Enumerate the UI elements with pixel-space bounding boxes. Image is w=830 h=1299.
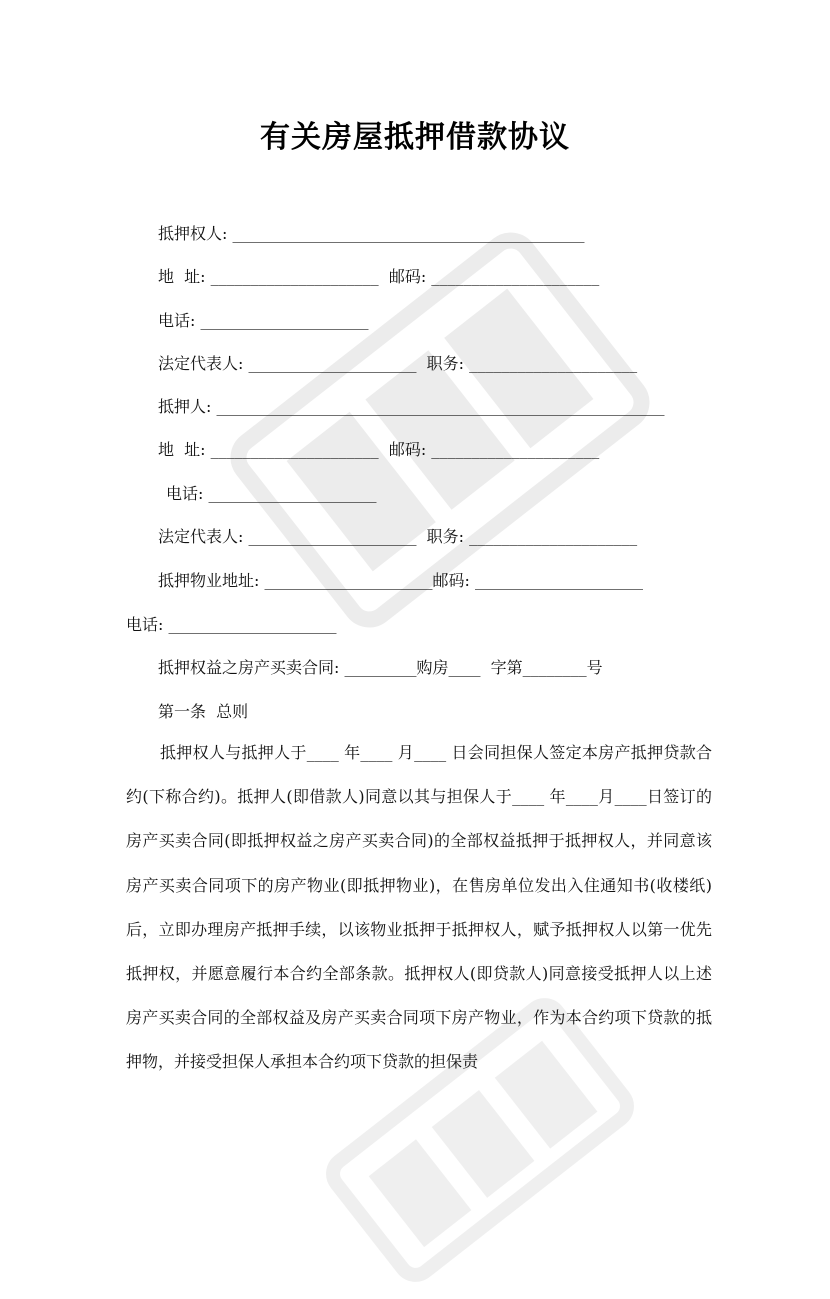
property-phone-line: 电话: _____________________ bbox=[126, 615, 337, 634]
article-one-heading: 第一条 总则 bbox=[158, 702, 249, 721]
property-address-line: 抵押物业地址: _____________________邮码: _____________________ bbox=[158, 571, 643, 590]
mortgagor-phone-line: 电话: _____________________ bbox=[166, 484, 377, 503]
purchase-contract-line: 抵押权益之房产买卖合同: _________购房____ 字第________号 bbox=[158, 658, 603, 677]
mortgagee-address-line: 地 址: _____________________ 邮码: _____________________ bbox=[158, 267, 600, 286]
mortgagor-address-line: 地 址: _____________________ 邮码: _____________________ bbox=[158, 440, 600, 459]
mortgagor-line: 抵押人: ________________________________________________________ bbox=[158, 397, 665, 416]
article-one-body: 抵押权人与抵押人于____ 年____ 月____ 日会同担保人签定本房产抵押贷款合约(下称合约)。抵押人(即借款人)同意以其与担保人于____ 年____月____日签订的房产买卖合同(即抵押权益之房产买卖合同)的全部权益抵押于抵押权人，并同意该房产买卖合同项下的房产物业(即抵押物业)，在售房单位发出入住通知书(收楼纸)后，立即办理房产抵押手续，以该物业抵押于抵押权人，赋予抵押权人以第一优先抵押权，并愿意履行本合约全部条款。抵押权人(即贷款人)同意接受抵押人以上述房产买卖合同的全部权益及房产买卖合同项下房产物业，作为本合约项下贷款的抵押物，并接受担保人承担本合约项下贷款的担保责 bbox=[126, 743, 712, 1072]
mortgagor-representative-line: 法定代表人: _____________________ 职务: _____________________ bbox=[158, 527, 638, 546]
document-title: 有关房屋抵押借款协议 bbox=[260, 120, 570, 155]
mortgagee-line: 抵押权人: ____________________________________________ bbox=[158, 224, 585, 243]
mortgagee-phone-line: 电话: _____________________ bbox=[158, 311, 369, 330]
mortgagee-representative-line: 法定代表人: _____________________ 职务: _____________________ bbox=[158, 354, 638, 373]
